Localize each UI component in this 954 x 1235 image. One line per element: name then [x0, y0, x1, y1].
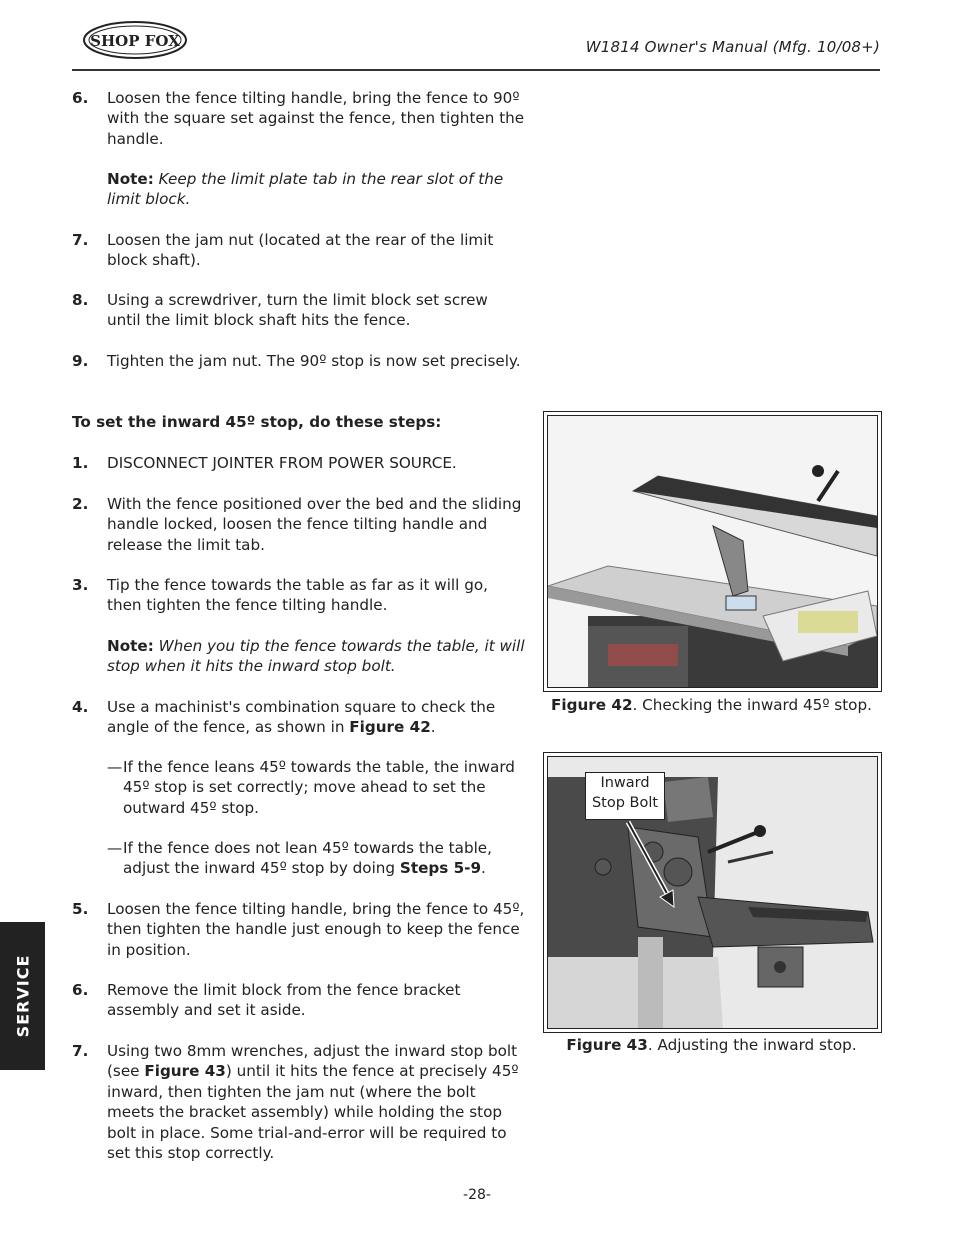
note-limit-plate [107, 169, 525, 210]
step-number: 1. [72, 454, 89, 472]
inward-stop-bolt-callout: Inward Stop Bolt [585, 772, 665, 820]
dash-text: If the fence does not lean 45º towards the table, adjust the inward 45º stop by doing Steps 5-9. [123, 839, 492, 878]
header-divider [72, 69, 880, 71]
step-text: Loosen the fence tilting handle, bring the fence to 45º, then tighten the handle just enough to keep the fence in position. [107, 900, 525, 959]
note-label: Note: [107, 637, 154, 655]
step-1-disconnect [72, 453, 527, 475]
note-text: Keep the limit plate tab in the rear slot of the limit block. [107, 170, 504, 209]
figure-42-photo [547, 415, 878, 688]
step-text: Using a screwdriver, turn the limit block set screw until the limit block shaft hits the fence. [107, 291, 488, 330]
figure-42-caption: Figure 42. Checking the inward 45º stop. [551, 696, 872, 714]
step-3-tip-fence [72, 575, 527, 617]
step-9-tighten [72, 351, 527, 393]
figure-reference: Figure 42 [349, 718, 431, 737]
shop-fox-logo [82, 20, 188, 60]
step-number: 5. [72, 900, 89, 918]
step-text: Use a machinist's combination square to check the angle of the fence, as shown in Figure 42. [107, 698, 496, 737]
step-7-jam-nut [72, 230, 527, 272]
steps-reference: Steps 5-9 [399, 859, 482, 878]
step-number: 7. [72, 231, 89, 249]
note-text: When you tip the fence towards the table, it will stop when it hits the inward stop bolt. [107, 637, 525, 676]
figure-reference: Figure 43 [144, 1062, 226, 1081]
dash-item-adjust [107, 838, 527, 880]
step-number: 6. [72, 89, 89, 107]
step-8-set-screw [72, 290, 527, 332]
step-text: Tighten the jam nut. The 90º stop is now set precisely. [107, 352, 521, 370]
step-text: With the fence positioned over the bed and the sliding handle locked, loosen the fence tilting handle and release the limit tab. [107, 495, 522, 554]
step-4-check-angle [72, 697, 527, 739]
svg-text:SHOP FOX: SHOP FOX [90, 32, 180, 50]
step-text: Remove the limit block from the fence bracket assembly and set it aside. [107, 981, 461, 1020]
step-text: Using two 8mm wrenches, adjust the inward stop bolt (see Figure 43) until it hits the fence at precisely 45º inward, then tighten the jam nut (where the bolt meets the bracket assembly) while holding the stop bolt in place. Some trial-and-error will be required to set this stop correctly. [107, 1042, 519, 1163]
section-tab-label: SERVICE [13, 954, 32, 1038]
figure-label: Figure 42 [551, 696, 633, 714]
step-number: 8. [72, 291, 89, 309]
step-number: 9. [72, 352, 89, 370]
step-7-adjust-bolt [72, 1041, 527, 1165]
dash-text: If the fence leans 45º towards the table, the inward 45º stop is set correctly; move ahead to set the outward 45º stop. [123, 758, 515, 817]
section-tab-service [0, 922, 45, 1070]
step-5-fence-45 [72, 899, 527, 961]
dash-item-correct [107, 757, 527, 819]
step-text: Loosen the jam nut (located at the rear of the limit block shaft). [107, 231, 494, 270]
step-number: 6. [72, 981, 89, 999]
step-number: 2. [72, 495, 89, 513]
step-6-remove-block [72, 980, 527, 1022]
step-6-fence-90 [72, 88, 527, 150]
dash-mark: — [107, 758, 123, 776]
note-label: Note: [107, 170, 154, 188]
page-number: -28- [463, 1187, 491, 1203]
step-number: 7. [72, 1042, 89, 1060]
section-heading: To set the inward 45º stop, do these steps: [72, 413, 442, 431]
figure-label: Figure 43 [566, 1036, 648, 1054]
step-number: 3. [72, 576, 89, 594]
document-title: W1814 Owner's Manual (Mfg. 10/08+) [585, 38, 880, 56]
step-text: DISCONNECT JOINTER FROM POWER SOURCE. [107, 454, 457, 472]
jointer-fence-illustration [548, 416, 877, 687]
figure-43-caption: Figure 43. Adjusting the inward stop. [566, 1036, 857, 1054]
note-inward-stop [107, 636, 525, 677]
step-text: Loosen the fence tilting handle, bring the fence to 90º with the square set against the fence, then tighten the handle. [107, 89, 525, 148]
step-text: Tip the fence towards the table as far as it will go, then tighten the fence tilting handle. [107, 576, 488, 615]
figure-42-frame [543, 411, 882, 692]
step-number: 4. [72, 698, 89, 716]
step-2-release [72, 494, 527, 556]
dash-mark: — [107, 839, 123, 857]
